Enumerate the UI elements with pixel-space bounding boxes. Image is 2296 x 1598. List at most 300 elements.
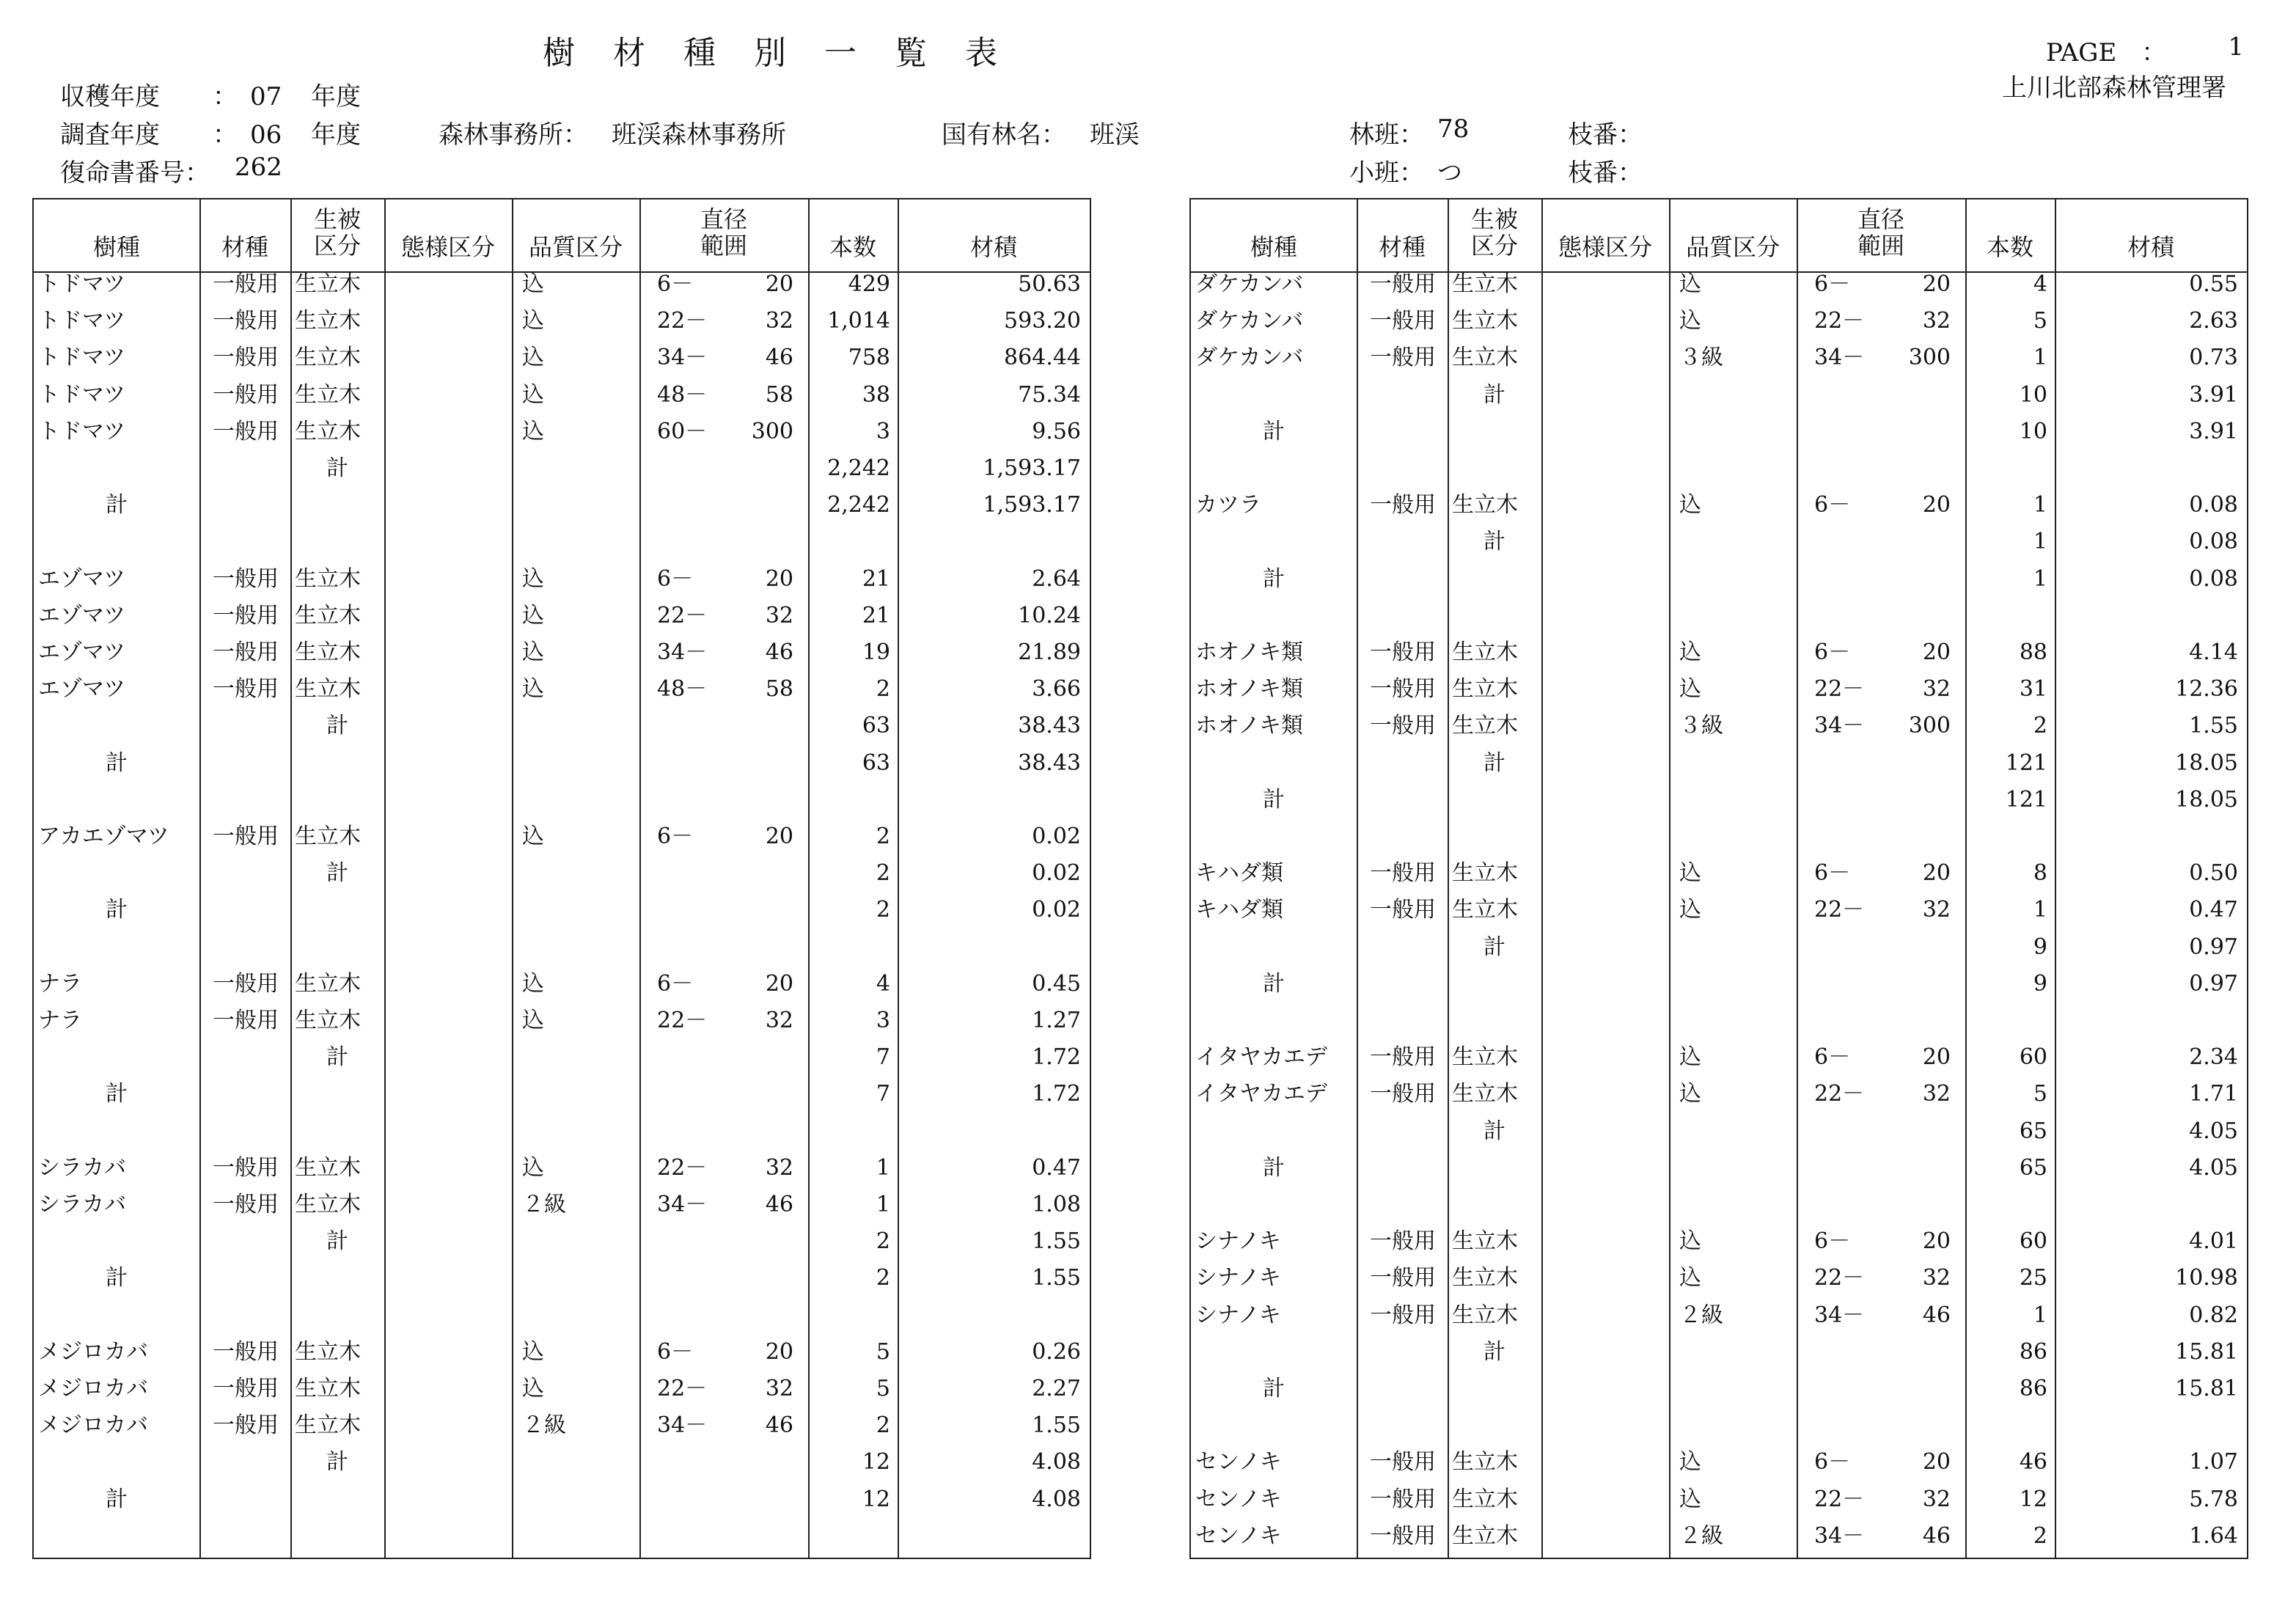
left-header-live_dead-1: 生被 <box>313 205 361 233</box>
table-row <box>1191 1039 2247 1076</box>
volume-cell: 15.81 <box>2175 1338 2238 1365</box>
quality-cell: 込 <box>1679 1265 1701 1291</box>
volume-cell: 1.55 <box>2189 713 2238 739</box>
diameter-from-cell: 34－ <box>1814 1522 1865 1549</box>
live-dead-cell: 生立木 <box>1452 1265 1518 1291</box>
table-row <box>1191 929 2247 966</box>
material-cell: 一般用 <box>1370 1265 1436 1291</box>
volume-cell: 0.82 <box>2189 1302 2238 1328</box>
diameter-from-cell: 22－ <box>1814 676 1865 703</box>
count-cell: 5 <box>876 1338 890 1365</box>
diameter-to-cell: 32 <box>1922 897 1951 923</box>
quality-cell: 込 <box>522 639 544 665</box>
live-dead-cell: 計 <box>326 455 348 481</box>
diameter-to-cell: 20 <box>765 1338 793 1365</box>
doc-number-label: 復命書番号： <box>60 158 210 188</box>
table-row <box>34 1223 1090 1260</box>
table-row <box>34 561 1090 598</box>
count-cell: 1 <box>2033 492 2047 518</box>
office-value: 班渓森林事務所 <box>612 120 786 150</box>
left-header-diameter-2: 範囲 <box>700 232 747 260</box>
count-cell: 10 <box>2019 418 2047 444</box>
material-cell: 一般用 <box>1370 1228 1436 1255</box>
table-row <box>1191 1334 2247 1371</box>
quality-cell: 込 <box>522 970 544 997</box>
live-dead-cell: 計 <box>1483 1338 1505 1365</box>
left-header-diameter-1: 直径 <box>700 205 747 233</box>
volume-cell: 0.50 <box>2189 860 2238 887</box>
species-cell: シラカバ <box>38 1192 126 1217</box>
diameter-to-cell: 32 <box>765 1008 793 1033</box>
diameter-from-cell: 34－ <box>657 639 708 665</box>
material-cell: 一般用 <box>1370 1044 1436 1071</box>
page-number: 1 <box>2228 32 2244 62</box>
volume-cell: 12.36 <box>2175 676 2238 703</box>
table-row <box>1191 966 2247 1003</box>
table-row <box>1191 340 2247 376</box>
count-cell: 4 <box>876 970 890 997</box>
diameter-to-cell: 32 <box>1922 1486 1951 1512</box>
count-cell: 2 <box>876 1412 890 1439</box>
count-cell: 21 <box>862 602 890 628</box>
material-cell: 一般用 <box>213 1412 279 1439</box>
volume-cell: 18.05 <box>2175 786 2238 813</box>
quality-cell: 込 <box>1679 271 1701 297</box>
volume-cell: 75.34 <box>1018 381 1081 408</box>
table-row <box>1191 1150 2247 1187</box>
diameter-to-cell: 46 <box>765 1192 793 1217</box>
volume-cell: 1.64 <box>2189 1522 2238 1549</box>
material-cell: 一般用 <box>1370 345 1436 371</box>
count-cell: 12 <box>862 1486 890 1512</box>
volume-cell: 0.08 <box>2189 565 2238 592</box>
quality-cell: 込 <box>1679 1449 1701 1476</box>
quality-cell: ２級 <box>522 1412 566 1439</box>
volume-cell: 9.56 <box>1032 418 1081 444</box>
diameter-from-cell: 34－ <box>1814 345 1865 371</box>
quality-cell: 込 <box>522 308 544 334</box>
material-cell: 一般用 <box>1370 713 1436 739</box>
live-dead-cell: 生立木 <box>295 345 361 371</box>
volume-cell: 1.27 <box>1032 1008 1081 1033</box>
quality-cell: 込 <box>1679 1044 1701 1071</box>
count-cell: 65 <box>2019 1118 2047 1144</box>
live-dead-cell: 計 <box>326 1228 348 1255</box>
shohan-label: 小班： <box>1349 158 1424 188</box>
diameter-from-cell: 48－ <box>657 676 708 703</box>
count-cell: 2 <box>876 897 890 923</box>
quality-cell: 込 <box>522 1154 544 1181</box>
right-header-species: 樹種 <box>1250 233 1297 261</box>
shohan-value: つ <box>1437 158 1462 188</box>
table-row <box>1191 561 2247 598</box>
count-cell: 9 <box>2033 970 2047 997</box>
volume-cell: 4.08 <box>1032 1486 1081 1512</box>
quality-cell: 込 <box>1679 492 1701 518</box>
material-cell: 一般用 <box>213 639 279 665</box>
diameter-to-cell: 32 <box>765 308 793 334</box>
live-dead-cell: 生立木 <box>1452 345 1518 371</box>
species-cell: イタヤカエデ <box>1195 1081 1327 1107</box>
volume-cell: 0.97 <box>2189 934 2238 960</box>
table-row <box>34 487 1090 524</box>
diameter-to-cell: 46 <box>765 639 793 665</box>
species-cell: ホオノキ類 <box>1195 639 1303 665</box>
live-dead-cell: 生立木 <box>295 1008 361 1033</box>
live-dead-cell: 計 <box>326 1449 348 1476</box>
quality-cell: ３級 <box>1679 713 1723 739</box>
right-header-quality: 品質区分 <box>1685 233 1780 261</box>
diameter-from-cell: 6－ <box>1814 639 1851 665</box>
table-row <box>1191 634 2247 671</box>
count-cell: 7 <box>876 1044 890 1071</box>
material-cell: 一般用 <box>213 676 279 703</box>
live-dead-cell: 生立木 <box>295 271 361 297</box>
table-row <box>34 745 1090 782</box>
species-cell: トドマツ <box>38 418 126 444</box>
material-cell: 一般用 <box>1370 271 1436 297</box>
species-cell: メジロカバ <box>38 1376 148 1401</box>
volume-cell: 593.20 <box>1004 308 1081 334</box>
diameter-from-cell: 22－ <box>1814 1265 1865 1291</box>
diameter-to-cell: 300 <box>751 418 793 444</box>
diameter-from-cell: 6－ <box>1814 271 1851 297</box>
diameter-to-cell: 20 <box>1922 639 1951 665</box>
left-header-species: 樹種 <box>92 233 140 261</box>
count-cell: 2,242 <box>827 455 890 481</box>
species-cell: キハダ類 <box>1195 897 1283 923</box>
right-header-count: 本数 <box>1986 233 2033 261</box>
diameter-from-cell: 22－ <box>657 602 708 628</box>
quality-cell: ２級 <box>1679 1522 1723 1549</box>
volume-cell: 2.63 <box>2189 308 2238 334</box>
diameter-from-cell: 22－ <box>657 1154 708 1181</box>
species-cell: キハダ類 <box>1195 860 1283 887</box>
diameter-to-cell: 20 <box>1922 1044 1951 1071</box>
table-row <box>1191 892 2247 928</box>
table-row <box>34 1039 1090 1076</box>
species-total-cell: 計 <box>1263 565 1285 592</box>
count-cell: 2 <box>2033 713 2047 739</box>
count-cell: 1 <box>876 1192 890 1217</box>
harvest-year-unit: 年度 <box>311 82 361 111</box>
table-row <box>34 1334 1090 1371</box>
volume-cell: 38.43 <box>1018 749 1081 776</box>
material-cell: 一般用 <box>213 602 279 628</box>
live-dead-cell: 生立木 <box>1452 1228 1518 1255</box>
species-cell: センノキ <box>1195 1449 1282 1476</box>
diameter-to-cell: 46 <box>1922 1302 1951 1328</box>
count-cell: 1 <box>2033 345 2047 371</box>
forest-value: 班渓 <box>1090 120 1140 150</box>
species-cell: ナラ <box>38 1008 82 1033</box>
count-cell: 1 <box>2033 565 2047 592</box>
species-cell: カツラ <box>1195 492 1261 518</box>
live-dead-cell: 生立木 <box>1452 897 1518 923</box>
diameter-from-cell: 6－ <box>657 271 694 297</box>
volume-cell: 18.05 <box>2175 749 2238 776</box>
table-row <box>34 1113 1090 1150</box>
live-dead-cell: 生立木 <box>1452 1486 1518 1512</box>
diameter-to-cell: 20 <box>765 565 793 592</box>
table-row <box>34 266 1090 303</box>
quality-cell: 込 <box>522 345 544 371</box>
diameter-to-cell: 58 <box>765 381 793 408</box>
count-cell: 2,242 <box>827 492 890 518</box>
survey-year-label: 調査年度 <box>60 120 160 150</box>
office-name: 上川北部森林管理署 <box>2002 73 2226 103</box>
live-dead-cell: 生立木 <box>1452 1044 1518 1071</box>
volume-cell: 0.08 <box>2189 529 2238 555</box>
quality-cell: ３級 <box>1679 345 1723 371</box>
quality-cell: ２級 <box>522 1192 566 1217</box>
live-dead-cell: 生立木 <box>295 1154 361 1181</box>
live-dead-cell: 生立木 <box>295 970 361 997</box>
live-dead-cell: 計 <box>1483 529 1505 555</box>
species-total-cell: 計 <box>1263 1154 1285 1181</box>
live-dead-cell: 生立木 <box>295 1338 361 1365</box>
species-total-cell: 計 <box>106 1081 128 1107</box>
volume-cell: 1.55 <box>1032 1412 1081 1439</box>
count-cell: 19 <box>862 639 890 665</box>
diameter-to-cell: 32 <box>1922 1081 1951 1107</box>
live-dead-cell: 生立木 <box>295 418 361 444</box>
volume-cell: 0.45 <box>1032 970 1081 997</box>
volume-cell: 1.08 <box>1032 1192 1081 1217</box>
quality-cell: 込 <box>522 1008 544 1033</box>
material-cell: 一般用 <box>213 381 279 408</box>
volume-cell: 3.91 <box>2189 418 2238 444</box>
material-cell: 一般用 <box>1370 860 1436 887</box>
count-cell: 121 <box>2005 749 2047 776</box>
diameter-from-cell: 22－ <box>1814 1081 1865 1107</box>
live-dead-cell: 生立木 <box>1452 271 1518 297</box>
volume-cell: 0.02 <box>1032 824 1081 849</box>
species-cell: センノキ <box>1195 1522 1282 1549</box>
right-header-live_dead-2: 区分 <box>1470 232 1518 260</box>
count-cell: 5 <box>2033 308 2047 334</box>
diameter-to-cell: 20 <box>1922 1228 1951 1255</box>
quality-cell: 込 <box>522 271 544 297</box>
diameter-to-cell: 20 <box>765 824 793 849</box>
count-cell: 60 <box>2019 1044 2047 1071</box>
count-cell: 2 <box>876 824 890 849</box>
material-cell: 一般用 <box>1370 1081 1436 1107</box>
live-dead-cell: 生立木 <box>1452 1081 1518 1107</box>
volume-cell: 21.89 <box>1018 639 1081 665</box>
table-row <box>1191 1223 2247 1260</box>
live-dead-cell: 生立木 <box>295 1192 361 1217</box>
table-row <box>1191 1003 2247 1039</box>
volume-cell: 3.66 <box>1032 676 1081 703</box>
count-cell: 46 <box>2019 1449 2047 1476</box>
count-cell: 12 <box>862 1449 890 1476</box>
species-cell: イタヤカエデ <box>1195 1044 1327 1071</box>
volume-cell: 1,593.17 <box>983 492 1081 518</box>
left-header-form: 態様区分 <box>400 233 495 261</box>
table-row <box>34 892 1090 928</box>
diameter-to-cell: 32 <box>1922 676 1951 703</box>
count-cell: 9 <box>2033 934 2047 960</box>
table-row <box>1191 1518 2247 1555</box>
species-cell: ダケカンバ <box>1195 345 1304 371</box>
table-row <box>1191 524 2247 560</box>
material-cell: 一般用 <box>1370 639 1436 665</box>
diameter-from-cell: 6－ <box>657 824 694 849</box>
quality-cell: 込 <box>522 1338 544 1365</box>
diameter-from-cell: 34－ <box>657 1192 708 1217</box>
table-row <box>1191 377 2247 414</box>
volume-cell: 1.72 <box>1032 1081 1081 1107</box>
count-cell: 429 <box>848 271 890 297</box>
table-row <box>34 782 1090 818</box>
count-cell: 63 <box>862 713 890 739</box>
species-total-cell: 計 <box>1263 418 1285 444</box>
live-dead-cell: 生立木 <box>1452 1522 1518 1549</box>
diameter-from-cell: 6－ <box>1814 1044 1851 1071</box>
table-row <box>1191 782 2247 818</box>
live-dead-cell: 生立木 <box>1452 1302 1518 1328</box>
count-cell: 38 <box>862 381 890 408</box>
table-row <box>1191 855 2247 892</box>
quality-cell: 込 <box>522 676 544 703</box>
species-total-cell: 計 <box>106 897 128 923</box>
volume-cell: 0.47 <box>2189 897 2238 923</box>
report-title: 樹 材 種 別 一 覧 表 <box>543 34 1000 72</box>
quality-cell: 込 <box>1679 676 1701 703</box>
diameter-from-cell: 34－ <box>1814 713 1865 739</box>
diameter-to-cell: 300 <box>1908 713 1951 739</box>
quality-cell: 込 <box>522 381 544 408</box>
quality-cell: 込 <box>522 602 544 628</box>
volume-cell: 0.02 <box>1032 897 1081 923</box>
species-total-cell: 計 <box>1263 970 1285 997</box>
species-cell: ナラ <box>38 970 82 997</box>
volume-cell: 864.44 <box>1004 345 1081 371</box>
table-row <box>34 818 1090 855</box>
live-dead-cell: 計 <box>1483 749 1505 776</box>
diameter-to-cell: 46 <box>1922 1522 1951 1549</box>
diameter-from-cell: 22－ <box>657 1008 708 1033</box>
material-cell: 一般用 <box>1370 897 1436 923</box>
left-header-quality: 品質区分 <box>528 233 623 261</box>
volume-cell: 2.27 <box>1032 1376 1081 1401</box>
volume-cell: 1.71 <box>2189 1081 2238 1107</box>
diameter-to-cell: 58 <box>765 676 793 703</box>
table-row <box>1191 450 2247 487</box>
species-cell: トドマツ <box>38 345 126 371</box>
species-cell: シナノキ <box>1195 1228 1281 1255</box>
quality-cell: 込 <box>1679 897 1701 923</box>
species-cell: センノキ <box>1195 1486 1282 1512</box>
diameter-to-cell: 32 <box>765 1154 793 1181</box>
diameter-to-cell: 20 <box>1922 860 1951 887</box>
right-header-live_dead-1: 生被 <box>1470 205 1518 233</box>
quality-cell: ２級 <box>1679 1302 1723 1328</box>
live-dead-cell: 生立木 <box>1452 713 1518 739</box>
species-cell: トドマツ <box>38 381 126 408</box>
species-total-cell: 計 <box>1263 786 1285 813</box>
left-header-volume: 材積 <box>969 233 1017 261</box>
material-cell: 一般用 <box>213 565 279 592</box>
table-row <box>34 1260 1090 1297</box>
material-cell: 一般用 <box>213 1154 279 1181</box>
count-cell: 86 <box>2019 1376 2047 1401</box>
diameter-to-cell: 32 <box>765 602 793 628</box>
doc-number-value: 262 <box>235 153 282 182</box>
table-row <box>1191 1260 2247 1297</box>
volume-cell: 1.55 <box>1032 1228 1081 1255</box>
quality-cell: 込 <box>1679 639 1701 665</box>
diameter-to-cell: 20 <box>765 970 793 997</box>
material-cell: 一般用 <box>213 1008 279 1033</box>
diameter-to-cell: 32 <box>1922 308 1951 334</box>
volume-cell: 1.55 <box>1032 1265 1081 1291</box>
live-dead-cell: 生立木 <box>1452 492 1518 518</box>
volume-cell: 10.24 <box>1018 602 1081 628</box>
material-cell: 一般用 <box>213 418 279 444</box>
count-cell: 2 <box>876 676 890 703</box>
left-table <box>32 198 1091 1559</box>
species-cell: メジロカバ <box>38 1412 148 1439</box>
harvest-year-label: 収穫年度 <box>60 82 160 111</box>
quality-cell: 込 <box>522 824 544 849</box>
volume-cell: 15.81 <box>2175 1376 2238 1401</box>
material-cell: 一般用 <box>1370 1302 1436 1328</box>
volume-cell: 4.14 <box>2189 639 2238 665</box>
diameter-to-cell: 46 <box>765 345 793 371</box>
diameter-to-cell: 32 <box>1922 1265 1951 1291</box>
volume-cell: 0.73 <box>2189 345 2238 371</box>
table-row <box>34 377 1090 414</box>
table-row <box>1191 818 2247 855</box>
species-cell: ホオノキ類 <box>1195 676 1303 703</box>
live-dead-cell: 生立木 <box>1452 308 1518 334</box>
live-dead-cell: 計 <box>326 1044 348 1071</box>
material-cell: 一般用 <box>1370 676 1436 703</box>
diameter-from-cell: 22－ <box>657 1376 708 1401</box>
count-cell: 65 <box>2019 1154 2047 1181</box>
volume-cell: 10.98 <box>2175 1265 2238 1291</box>
count-cell: 88 <box>2019 639 2047 665</box>
material-cell: 一般用 <box>1370 1486 1436 1512</box>
count-cell: 4 <box>2033 271 2047 297</box>
diameter-from-cell: 6－ <box>657 565 694 592</box>
live-dead-cell: 計 <box>1483 934 1505 960</box>
table-row <box>34 671 1090 708</box>
table-row <box>34 929 1090 966</box>
rinpan-label: 林班： <box>1349 120 1424 150</box>
left-header-live_dead-2: 区分 <box>313 232 361 260</box>
live-dead-cell: 生立木 <box>1452 860 1518 887</box>
table-row <box>34 1371 1090 1407</box>
table-row <box>1191 598 2247 634</box>
table-row <box>34 1187 1090 1223</box>
species-cell: エゾマツ <box>38 676 126 703</box>
table-row <box>1191 1187 2247 1223</box>
diameter-from-cell: 6－ <box>1814 1228 1851 1255</box>
table-row <box>34 855 1090 892</box>
live-dead-cell: 生立木 <box>1452 676 1518 703</box>
count-cell: 1 <box>2033 1302 2047 1328</box>
count-cell: 1 <box>2033 897 2047 923</box>
count-cell: 1,014 <box>827 308 890 334</box>
material-cell: 一般用 <box>213 970 279 997</box>
diameter-from-cell: 34－ <box>657 345 708 371</box>
volume-cell: 2.64 <box>1032 565 1081 592</box>
table-row <box>1191 671 2247 708</box>
volume-cell: 0.97 <box>2189 970 2238 997</box>
